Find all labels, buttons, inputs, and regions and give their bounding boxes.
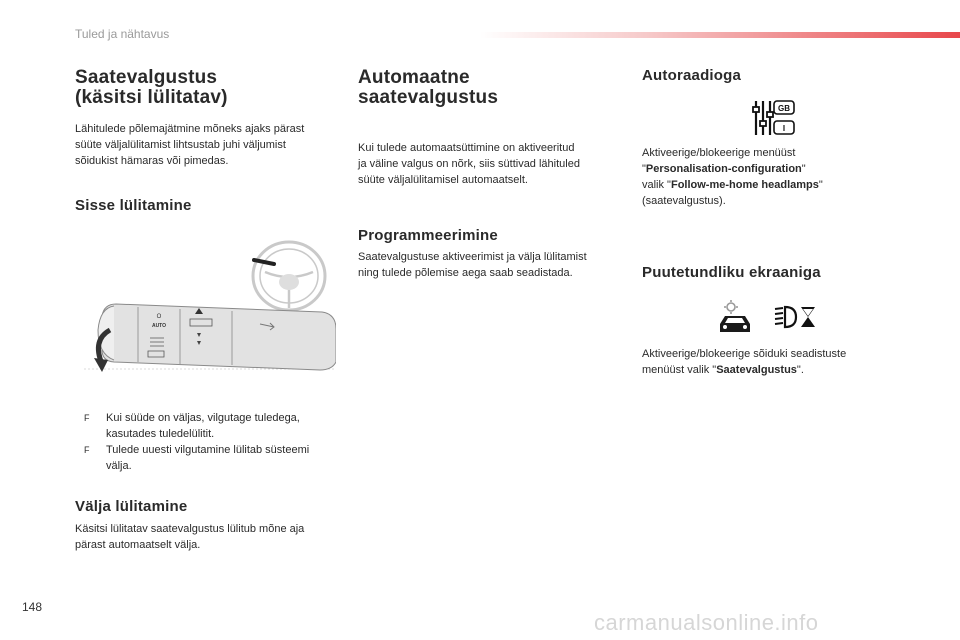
radio-paragraph bbox=[642, 145, 912, 209]
section-title-line: Automaatne bbox=[358, 67, 470, 88]
off-paragraph bbox=[75, 521, 355, 553]
section-title-line: Saatevalgustus bbox=[75, 67, 218, 88]
stalk-svg bbox=[84, 234, 336, 380]
bullet-text bbox=[106, 410, 346, 442]
radio-icon-i-label: I bbox=[782, 124, 786, 133]
stalk-body bbox=[102, 304, 336, 370]
text-line: sõidukist hämaras või pimedas. bbox=[75, 155, 229, 167]
programming-paragraph bbox=[358, 249, 628, 281]
menu-name: Personalisation-configuration bbox=[645, 163, 802, 175]
option-name: Follow-me-home headlamps bbox=[670, 179, 819, 191]
text-line bbox=[642, 177, 912, 193]
page-number: 148 bbox=[22, 600, 43, 614]
text-fragment: valik " bbox=[642, 179, 671, 191]
text-fragment: ". bbox=[796, 364, 804, 376]
bullet-mark: F bbox=[84, 413, 90, 423]
text-line bbox=[642, 161, 912, 177]
pull-arrowhead-icon bbox=[94, 358, 108, 372]
text-line: süüte väljalülitamist lihtsustab juhi väljumist bbox=[75, 139, 286, 151]
text-line: kasutades tuledelülitit. bbox=[106, 428, 215, 440]
section-title-automatic bbox=[358, 68, 498, 108]
stalk-label-auto: AUTO bbox=[151, 323, 167, 329]
text-line: välja. bbox=[106, 460, 132, 472]
quote: " bbox=[801, 163, 806, 175]
subheading-switch-on: Sisse lülitamine bbox=[75, 197, 192, 214]
radio-icon-gb-label: GB bbox=[778, 104, 790, 113]
list-item bbox=[84, 442, 346, 474]
auto-paragraph bbox=[358, 140, 628, 188]
subheading-programming: Programmeerimine bbox=[358, 227, 498, 244]
option-name: Saatevalgustus bbox=[716, 364, 797, 376]
text-line: Lähitulede põlemajätmine mõneks ajaks pärast bbox=[75, 123, 305, 135]
text-line: Saatevalgustuse aktiveerimist ja välja lülitamist bbox=[358, 251, 587, 263]
touchscreen-paragraph bbox=[642, 346, 922, 378]
lighting-stalk-illustration bbox=[84, 234, 336, 380]
header-accent-bar bbox=[480, 32, 960, 38]
subheading-switch-off: Välja lülitamine bbox=[75, 498, 188, 515]
text-line: pärast automaatselt välja. bbox=[75, 539, 201, 551]
list-item bbox=[84, 410, 346, 442]
section-title-manual bbox=[75, 68, 228, 108]
text-line: Tulede uuesti vilgutamine lülitab süsteemi bbox=[106, 444, 310, 456]
text-line: Käsitsi lülitatav saatevalgustus lülitub mõne aja bbox=[75, 523, 305, 535]
subheading-radio: Autoraadioga bbox=[642, 67, 742, 84]
running-header: Tuled ja nähtavus bbox=[75, 27, 170, 41]
radio-settings-icon bbox=[752, 99, 796, 137]
text-line: Aktiveerige/blokeerige menüüst bbox=[642, 147, 796, 159]
watermark: carmanualsonline.info bbox=[594, 610, 819, 635]
bullet-mark: F bbox=[84, 445, 90, 455]
stalk-label-o: O bbox=[156, 314, 162, 320]
text-line: süüte väljalülitamisel automaatselt. bbox=[358, 174, 528, 186]
text-line bbox=[642, 362, 922, 378]
text-line: ning tulede põlemise aega saab seadistada. bbox=[358, 267, 573, 279]
follow-me-home-icon bbox=[774, 304, 818, 330]
intro-paragraph bbox=[75, 121, 345, 169]
vehicle-settings-icon bbox=[716, 300, 754, 334]
follow-me-home-svg bbox=[774, 304, 818, 330]
section-title-line: saatevalgustus bbox=[358, 87, 499, 108]
text-line: Kui süüde on väljas, vilgutage tuledega, bbox=[106, 412, 300, 424]
radio-settings-svg bbox=[752, 99, 796, 137]
text-line: Aktiveerige/blokeerige sõiduki seadistuste bbox=[642, 348, 847, 360]
section-title-line: (käsitsi lülitatav) bbox=[75, 87, 228, 108]
text-line: (saatevalgustus). bbox=[642, 195, 726, 207]
vehicle-settings-svg bbox=[716, 300, 754, 334]
subheading-touchscreen: Puutetundliku ekraaniga bbox=[642, 264, 821, 281]
bullet-text bbox=[106, 442, 346, 474]
text-fragment: menüüst valik " bbox=[642, 364, 717, 376]
quote: " bbox=[642, 163, 646, 175]
text-line: ja väline valgus on nõrk, siis süttivad lähituled bbox=[358, 158, 580, 170]
steering-wheel-hub bbox=[279, 274, 299, 290]
text-line: Kui tulede automaatsüttimine on aktiveeritud bbox=[358, 142, 575, 154]
quote: " bbox=[818, 179, 823, 191]
